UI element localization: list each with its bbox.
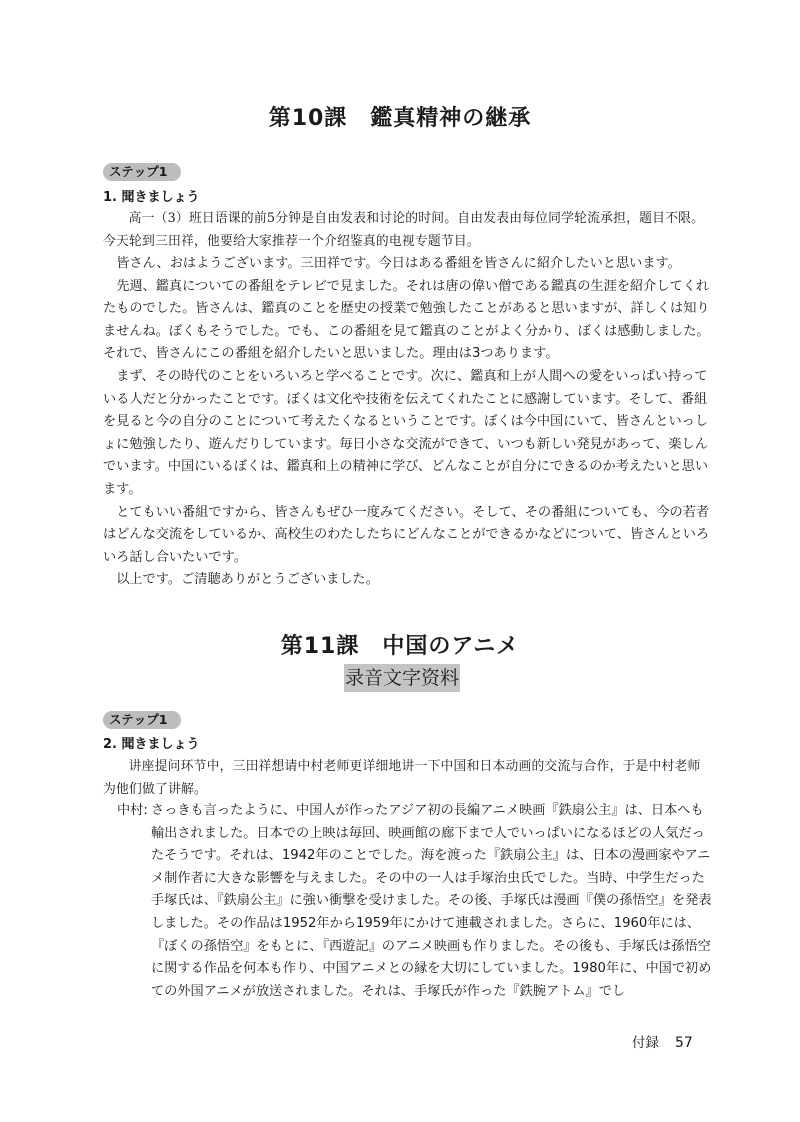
step-badge: ステップ1 — [103, 711, 181, 729]
dialogue-block — [103, 800, 713, 1003]
step-badge: ステップ1 — [103, 163, 181, 181]
lesson-10-title: 第10課 鑑真精神の継承 — [268, 106, 532, 131]
lesson-10-speech — [103, 253, 713, 592]
lesson-11-title: 第11課 中国のアニメ — [280, 634, 520, 659]
footer-section: 付録 — [632, 1035, 659, 1051]
page-footer — [632, 1031, 693, 1051]
recording-transcript-label: 录音文字资料 — [344, 664, 460, 692]
speech-paragraph: まず、その時代のことをいろいろと学べることです。次に、鑑真和上が人間への愛をいっぱい持っている人だと分かったことです。ぼくは文化や技術を伝えてくれたことに感謝しています。そして、番組を見ると今の自分のことについて考えたくなるということです。ぼくは今中国にいて、皆さんといっしょに勉強したり、遊んだりしています。毎日小さな交流ができて、いつも新しい発見があって、楽しんでいます。中国にいるぼくは、鑑真和上の精神に学び、どんなことが自分にできるのか考えたいと思います。 — [103, 368, 709, 497]
page-number: 57 — [675, 1035, 693, 1051]
speaker-label: 中村: — [117, 803, 148, 818]
intro-paragraph: 讲座提问环节中，三田祥想请中村老师更详细地讲一下中国和日本动画的交流与合作，于是中村老师为他们做了讲解。 — [103, 759, 701, 797]
speech-paragraph: 以上です。ご清聴ありがとうございました。 — [116, 572, 379, 588]
speech-paragraph: 皆さん、おはようございます。三田祥です。今日はある番組を皆さんに紹介したいと思います。 — [116, 256, 681, 271]
intro-paragraph: 高一（3）班日语课的前5分钟是自由发表和讨论的时间。自由发表由每位同学轮流承担，题目不限。今天轮到三田祥，他要给大家推荐一个介绍鉴真的电视专题节目。 — [103, 211, 705, 249]
dialogue-text: さっきも言ったように、中国人が作ったアジア初の長編アニメ映画『鉄扇公主』は、日本へも輸出されました。日本での上映は毎回、映画館の廊下まで人でいっぱいになるほどの人気だったそうです。それは、1942年のことでした。海を渡った『鉄扇公主』は、日本の漫画家やアニメ制作者に大きな影響を与えました。その中の一人は手塚治虫氏でした。当時、中学生だった手塚氏は、『鉄扇公主』に強い衝撃を受けました。その後、手塚氏は漫画『僕の孫悟空』を発表しました。その作品は1952年から1959年にかけて連載されました。さらに、1960年には、『ぼくの孫悟空』をもとに、『西遊記』のアニメ映画も作りました。その後も、手塚氏は孫悟空に関する作品を何本も作り、中国アニメとの縁を大切にしていました。1980年に、中国で初めての外国アニメが放送されました。それは、手塚氏が作った『鉄腕アトム』でし — [151, 803, 712, 999]
sub-heading: 2. 聞きましょう — [103, 737, 200, 752]
speech-paragraph: 先週、鑑真についての番組をテレビで見ました。それは唐の偉い僧である鑑真の生涯を紹介してくれたものでした。皆さんは、鑑真のことを歴史の授業で勉強したことがあると思いますが、詳しくは知りませんね。ぼくもそうでした。でも、この番組を見て鑑真のことがよく分かり、ぼくは感動しました。それで、皆さんにこの番組を紹介したいと思いました。理由は3つあります。 — [103, 278, 710, 362]
speech-paragraph: とてもいい番組ですから、皆さんもぜひ一度みてください。そして、その番組についても、今の若者はどんな交流をしているか、高校生のわたしたちにどんなことができるかなどについて、皆さんといろいろ話し合いたいです。 — [103, 504, 710, 565]
lesson-11-intro — [103, 756, 713, 801]
sub-heading: 1. 聞きましょう — [103, 190, 200, 205]
lesson-10-intro — [103, 208, 713, 253]
